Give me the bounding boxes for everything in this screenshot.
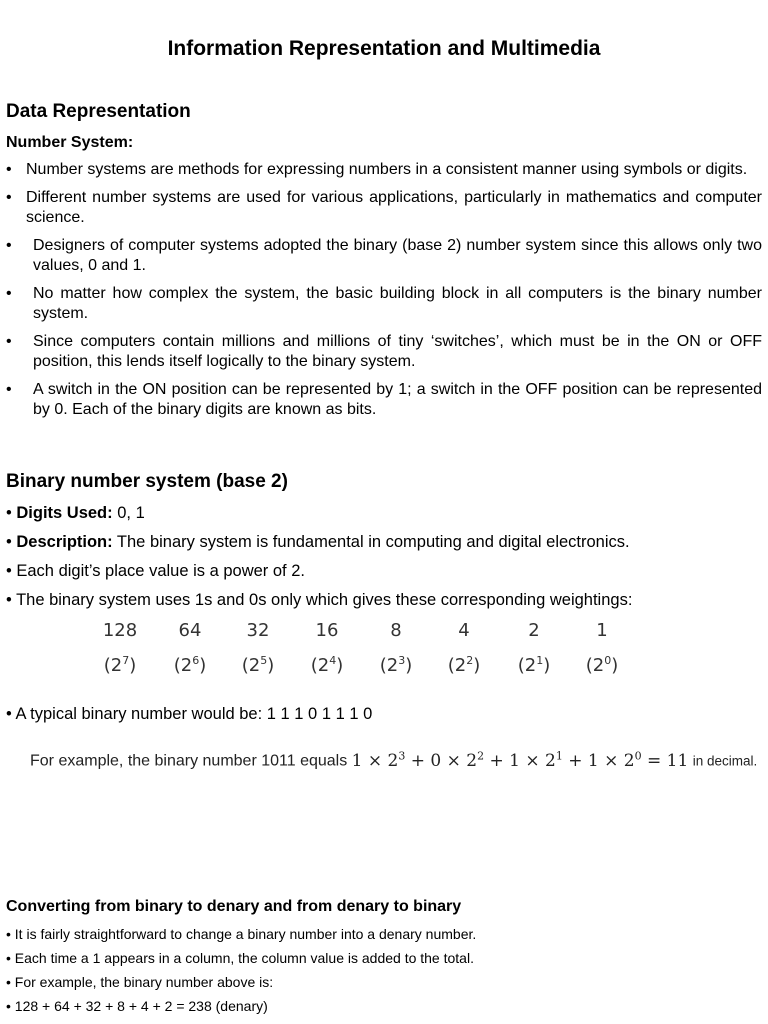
number-system-bullet-list [6, 160, 762, 432]
list-item-text: Designers of computer systems adopted the binary (base 2) number system since this allows only two values, 0 and 1. [33, 237, 762, 274]
binary-bullet-list [6, 503, 762, 619]
digits-used-label: Digits Used: [16, 504, 113, 522]
weights-row [100, 620, 640, 654]
list-item-text: No matter how complex the system, the basic building block in all computers is the binary number system. [33, 285, 762, 322]
bullet-icon: • [6, 333, 12, 350]
list-item-text: It is fairly straightforward to change a binary number into a denary number. [14, 926, 477, 942]
bullet-icon: • [6, 705, 12, 723]
list-item [6, 160, 762, 180]
binary-example-equation [30, 749, 757, 771]
bullet-icon: • [6, 161, 12, 178]
list-item-text: A switch in the ON position can be represented by 1; a switch in the OFF position can be represented by 0. Each of the binary digits are known as bits. [33, 381, 762, 418]
weight-value: 1 [596, 620, 608, 641]
list-item [6, 949, 762, 967]
list-item-text: Each digit’s place value is a power of 2. [16, 562, 305, 580]
weight-value: 8 [390, 620, 402, 641]
weight-value: 16 [315, 620, 339, 641]
bullet-icon: • [6, 562, 12, 580]
list-item [6, 284, 762, 324]
power-of-two: $(2^1)$ [517, 654, 551, 676]
bullet-icon: • [6, 189, 12, 206]
bullet-icon: • [6, 591, 12, 609]
list-item-text: Since computers contain millions and millions of tiny ‘switches’, which must be in the ON or OFF position, this lends itself logically to the binary system. [33, 333, 762, 370]
bullet-icon: • [6, 533, 12, 551]
power-of-two: $(2^3)$ [379, 654, 413, 676]
power-of-two: $(2^2)$ [447, 654, 481, 676]
digits-used-value: 0, 1 [112, 504, 145, 522]
power-of-two: $(2^0)$ [585, 654, 619, 676]
bullet-icon: • [6, 504, 12, 522]
list-item-text: A typical binary number would be: 1 1 1 0 1 1 1 0 [15, 705, 373, 723]
list-item-text: 128 + 64 + 32 + 8 + 4 + 2 = 238 (denary) [14, 998, 268, 1014]
list-item [6, 561, 762, 581]
section-heading-data-representation: Data Representation [6, 101, 191, 122]
list-item [6, 380, 762, 420]
list-item-text: Each time a 1 appears in a column, the column value is added to the total. [14, 950, 474, 966]
list-item [6, 997, 762, 1015]
description-value: The binary system is fundamental in computing and digital electronics. [112, 533, 630, 551]
list-item-text: Different number systems are used for various applications, particularly in mathematics and computer science. [26, 189, 762, 226]
weight-value: 4 [458, 620, 470, 641]
power-of-two: $(2^7)$ [103, 654, 137, 676]
power-of-two: $(2^6)$ [173, 654, 207, 676]
exponents-row [100, 654, 640, 688]
bullet-icon: • [6, 237, 12, 254]
list-item [6, 590, 762, 610]
weight-value: 2 [528, 620, 540, 641]
list-item [6, 973, 762, 991]
example-suffix: in decimal. [692, 753, 758, 769]
section-heading-binary-number-system: Binary number system (base 2) [6, 471, 288, 492]
bullet-icon: • [6, 285, 12, 302]
list-item [6, 188, 762, 228]
list-item [6, 532, 762, 552]
list-item [6, 704, 762, 724]
list-item [6, 236, 762, 276]
page-title: Information Representation and Multimedia [167, 37, 601, 60]
bullet-icon: • [6, 950, 11, 966]
subheading-number-system: Number System: [6, 134, 134, 151]
weight-value: 32 [246, 620, 270, 641]
weight-value: 64 [178, 620, 202, 641]
list-item-text: The binary system uses 1s and 0s only which gives these corresponding weightings: [16, 591, 633, 609]
list-item [6, 332, 762, 372]
bullet-icon: • [6, 381, 12, 398]
power-of-two: $(2^4)$ [310, 654, 344, 676]
weight-value: 128 [102, 620, 138, 641]
bullet-icon: • [6, 974, 11, 990]
list-item [6, 503, 762, 523]
power-of-two: $(2^5)$ [241, 654, 275, 676]
description-label: Description: [16, 533, 113, 551]
list-item-text: For example, the binary number above is: [14, 974, 274, 990]
section-heading-converting: Converting from binary to denary and from denary to binary [6, 898, 462, 915]
bullet-icon: • [6, 998, 11, 1014]
example-formula: $1 \times 2^3 + 0 \times 2^2 + 1 \times 2^1 + 1 \times 2^0 = 11$ [351, 749, 689, 771]
list-item [6, 925, 762, 943]
example-prefix: For example, the binary number 1011 equals [30, 752, 348, 770]
bullet-icon: • [6, 926, 11, 942]
binary-weightings-table [100, 620, 640, 688]
typical-binary-item [6, 704, 762, 733]
converting-bullet-list [6, 925, 762, 1021]
list-item-text: Number systems are methods for expressing numbers in a consistent manner using symbols or digits. [26, 161, 748, 178]
